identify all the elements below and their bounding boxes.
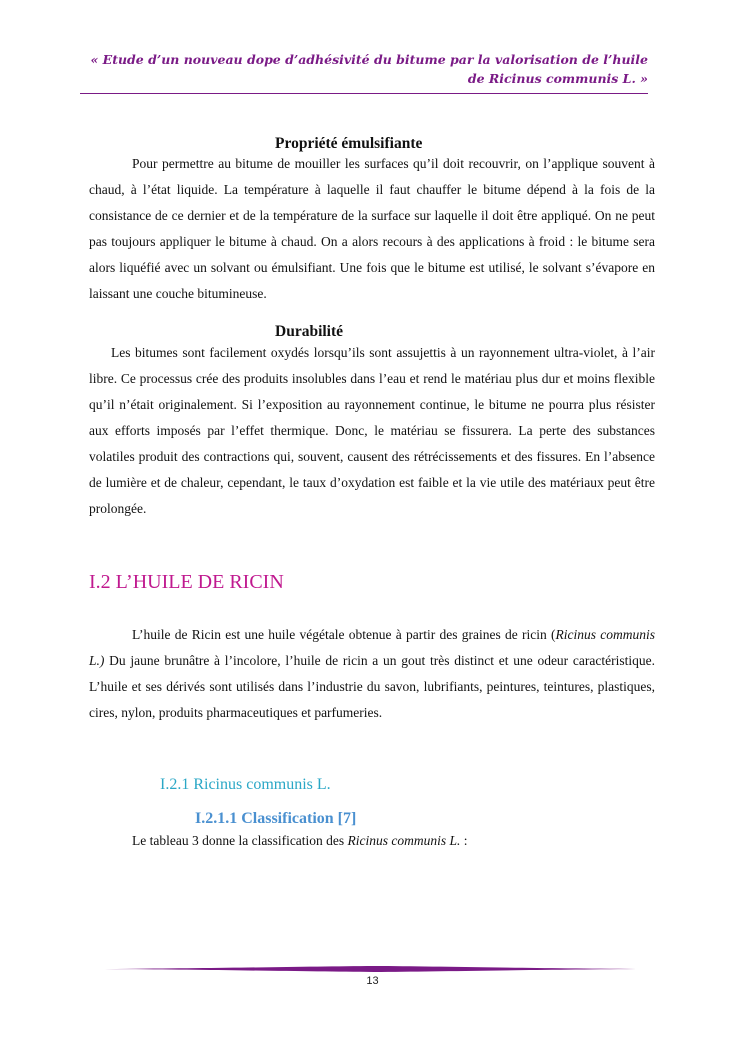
header-line-2: de Ricinus communis L. » [467,71,648,86]
paragraph-emulsifiante: Pour permettre au bitume de mouiller les surfaces qu’il doit recouvrir, on l’applique souvent à chaud, à l’état liquide. La température à laquelle il faut chauffer le bitume dépend à la fois de la consistance de ce dernier et de la température de la surface sur laquelle il doit être appliqué. On ne peut pas toujours appliquer le bitume à chaud. On a alors recours à des applications à froid : le bitume sera alors liquéfié avec un solvant ou émulsifiant. Une fois que le bitume est utilisé, le solvant s’évapore en laissant une couche bitumineuse. [89,156,655,301]
table-intro-part-1: Le tableau 3 donne la classification des [132,833,348,848]
paragraph-huile-italic: Ricinus communis L.) [89,627,655,668]
table-intro-italic: Ricinus communis L. [347,833,461,848]
heading-propriete-emulsifiante: Propriété émulsifiante [275,135,423,152]
table-intro-part-2: : [460,833,468,848]
table-intro-text [132,832,468,850]
subsection-heading: I.2.1.1 Classification [7] [195,810,357,827]
page-number: 13 [366,975,379,987]
paragraph-durabilite: Les bitumes sont facilement oxydés lorsqu’ils sont assujettis à un rayonnement ultra-violet, à l’air libre. Ce processus crée des produits insolubles dans l’eau et rend le matériau plus dur et moins flexible qu’il n’était originalement. Si l’exposition au rayonnement continue, le bitume ne pourra plus résister aux efforts imposés par l’effet thermique. Donc, le matériau se fissurera. La perte des substances volatiles produit des contractions qui, souvent, causent des rétrécissements et des fissures. En l’absence de lumière et de chaleur, cependant, le taux d’oxydation est faible et la vie utile des matériaux peut être prolongée. [89,345,655,516]
section-heading: I.2.1 Ricinus communis L. [160,776,331,793]
header-line-1: « Etude d’un nouveau dope d’adhésivité du bitume par la valorisation de l’huile [90,52,648,67]
paragraph-huile-part-1: L’huile de Ricin est une huile végétale obtenue à partir des graines de ricin ( [132,627,556,642]
header-rule [80,93,648,94]
running-header [80,50,648,88]
paragraph-huile-de-ricin [89,622,655,726]
heading-durabilite: Durabilité [275,323,344,340]
paragraph-huile-part-2: Du jaune brunâtre à l’incolore, l’huile de ricin a un gout très distinct et une odeur caractéristique. L’huile et ses dérivés sont utilisés dans l’industrie du savon, lubrifiants, peintures, teintures, plastiques, cires, nylon, produits pharmaceutiques et parfumeries. [89,653,655,720]
chapter-heading: I.2 L’HUILE DE RICIN [89,571,284,593]
footer-rule [104,965,644,973]
